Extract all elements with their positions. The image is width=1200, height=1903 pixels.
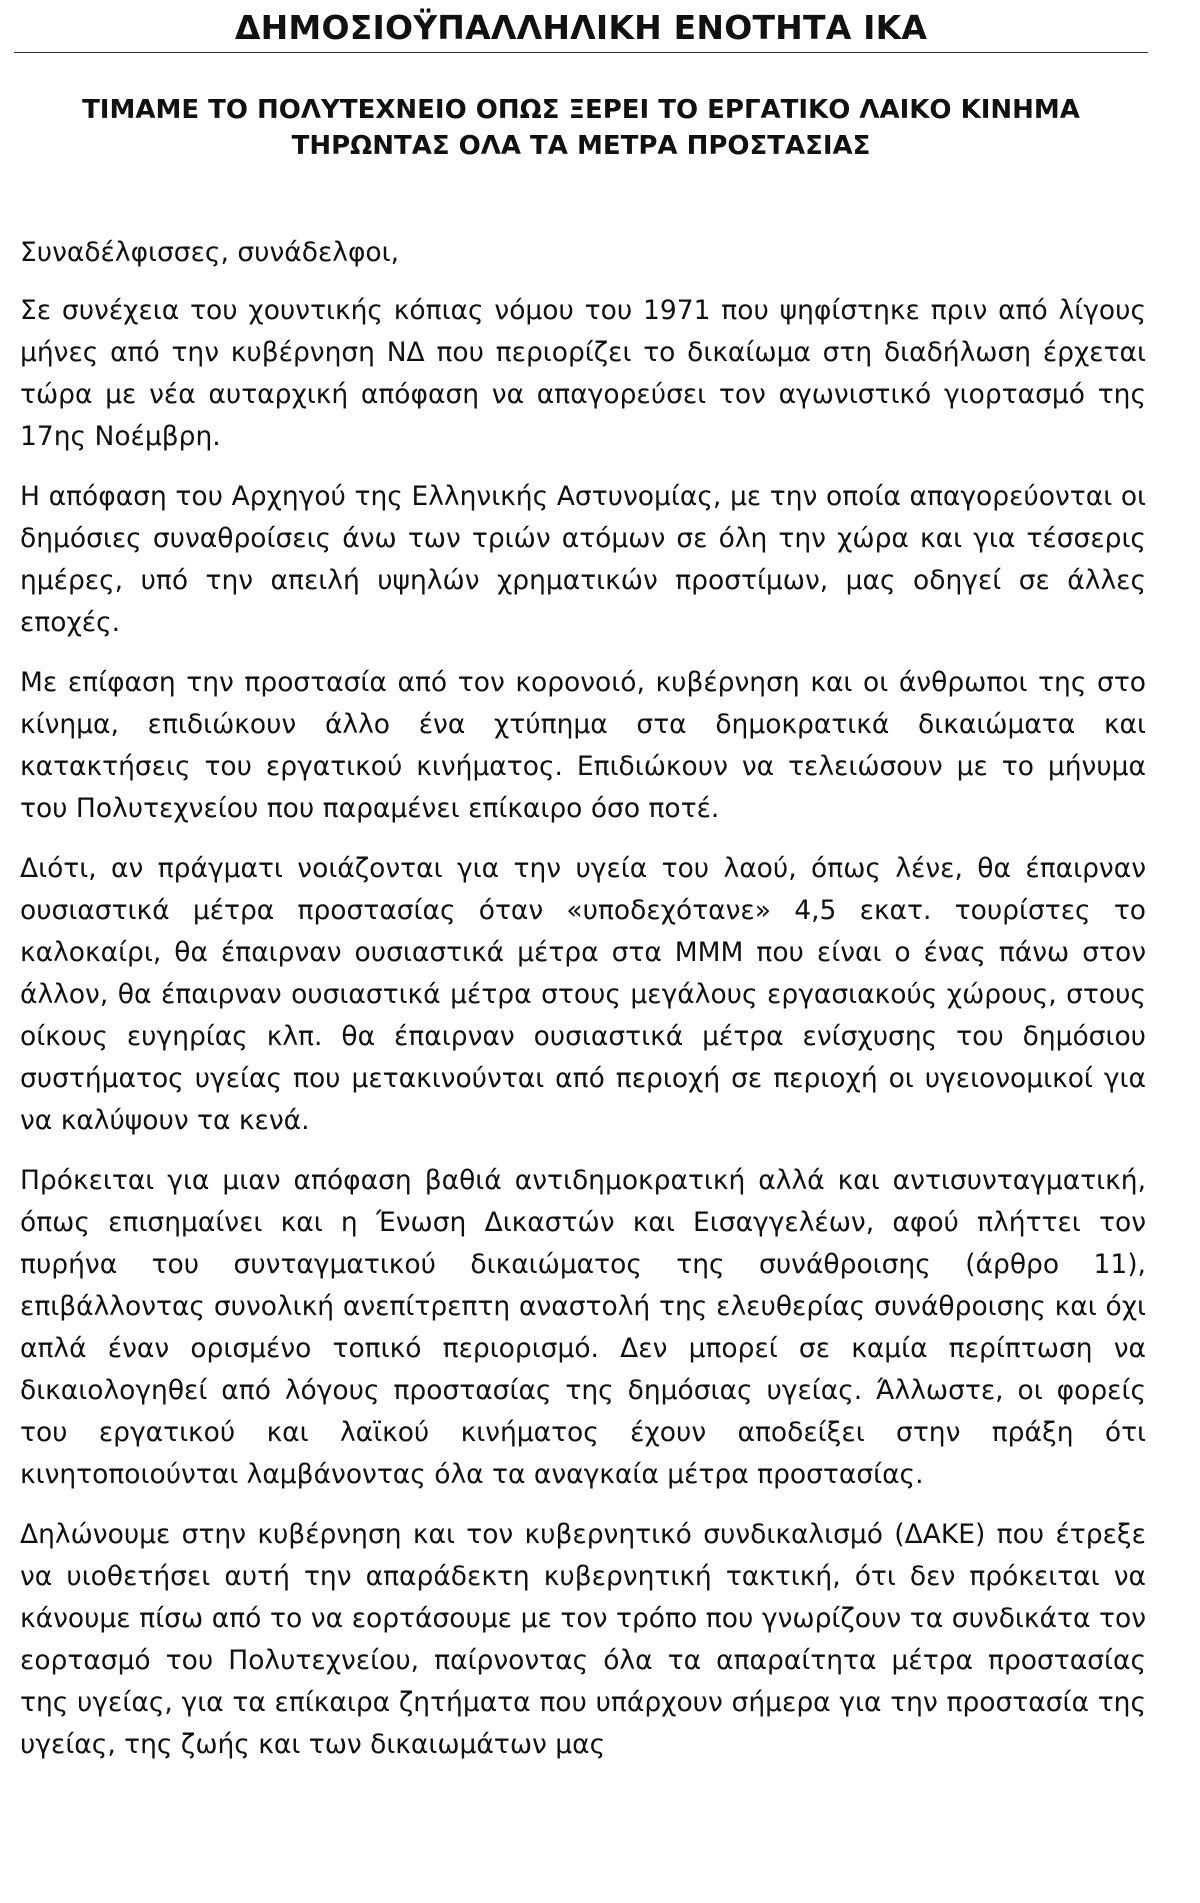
paragraph-5: Πρόκειται για μιαν απόφαση βαθιά αντιδημοκρατική αλλά και αντισυνταγματική, όπως επισημαίνει και η Ένωση Δικαστών και Εισαγγελέων, αφού πλήττει τον πυρήνα του συνταγματικού δικαιώματος της συνάθροισης (άρθρο 11), επιβάλλοντας συνολική ανεπίτρεπτη αναστολή της ελευθερίας συνάθροισης και όχι απλά έναν ορισμένο τοπικό περιορισμό. Δεν μπορεί σε καμία περίπτωση να δικαιολογηθεί από λόγους προστασίας της δημόσιας υγείας. Άλλωστε, οι φορείς του εργατικού και λαϊκού κινήματος έχουν αποδείξει στην πράξη ότι κινητοποιούνται λαμβάνοντας όλα τα αναγκαία μέτρα προστασίας. (20, 1165, 1146, 1490)
document-header (14, 0, 1148, 53)
organization-title: ΔΗΜΟΣΙΟΫΠΑΛΛΗΛΙΚΗ ΕΝΟΤΗΤΑ ΙΚΑ (234, 8, 928, 47)
subtitle-line-1: ΤΙΜΑΜΕ ΤΟ ΠΟΛΥΤΕΧΝΕΙΟ ΟΠΩΣ ΞΕΡΕΙ ΤΟ ΕΡΓΑΤΙΚΟ ΛΑΙΚΟ ΚΙΝΗΜΑ (82, 95, 1080, 125)
subtitle-line-2: ΤΗΡΩΝΤΑΣ ΟΛΑ ΤΑ ΜΕΤΡΑ ΠΡΟΣΤΑΣΙΑΣ (291, 131, 871, 161)
greeting: Συναδέλφισσες, συνάδελφοι, (20, 237, 400, 268)
paragraph-2: Η απόφαση του Αρχηγού της Ελληνικής Αστυνομίας, με την οποία απαγορεύονται οι δημόσιες συναθροίσεις άνω των τριών ατόμων σε όλη την χώρα και για τέσσερις ημέρες, υπό την απειλή υψηλών χρηματικών προστίμων, μας οδηγεί σε άλλες εποχές. (20, 481, 1146, 638)
document-body (20, 232, 1146, 1784)
paragraph-6: Δηλώνουμε στην κυβέρνηση και τον κυβερνητικό συνδικαλισμό (ΔΑΚΕ) που έτρεξε να υιοθετήσει αυτή την απαράδεκτη κυβερνητική τακτική, ότι δεν πρόκειται να κάνουμε πίσω από το να εορτάσουμε με τον τρόπο που γνωρίζουν τα συνδικάτα τον εορτασμό του Πολυτεχνείου, παίρνοντας όλα τα απαραίτητα μέτρα προστασίας της υγείας, για τα επίκαιρα ζητήματα που υπάρχουν σήμερα για την προστασία της υγείας, της ζωής και των δικαιωμάτων μας (20, 1519, 1146, 1760)
document-subtitle (14, 92, 1148, 164)
title-underline (14, 52, 1148, 53)
paragraph-3: Με επίφαση την προστασία από τον κορονοιό, κυβέρνηση και οι άνθρωποι της στο κίνημα, επιδιώκουν άλλο ένα χτύπημα στα δημοκρατικά δικαιώματα και κατακτήσεις του εργατικού κινήματος. Επιδιώκουν να τελειώσουν με το μήνυμα του Πολυτεχνείου που παραμένει επίκαιρο όσο ποτέ. (20, 667, 1146, 824)
paragraph-4: Διότι, αν πράγματι νοιάζονται για την υγεία του λαού, όπως λένε, θα έπαιρναν ουσιαστικά μέτρα προστασίας όταν «υποδεχότανε» 4,5 εκατ. τουρίστες το καλοκαίρι, θα έπαιρναν ουσιαστικά μέτρα στα ΜΜΜ που είναι ο ένας πάνω στον άλλον, θα έπαιρναν ουσιαστικά μέτρα στους μεγάλους εργασιακούς χώρους, στους οίκους ευγηρίας κλπ. θα έπαιρναν ουσιαστικά μέτρα ενίσχυσης του δημόσιου συστήματος υγείας που μετακινούνται από περιοχή σε περιοχή οι υγειονομικοί για να καλύψουν τα κενά. (20, 853, 1146, 1136)
paragraph-1: Σε συνέχεια του χουντικής κόπιας νόμου του 1971 που ψηφίστηκε πριν από λίγους μήνες από την κυβέρνηση ΝΔ που περιορίζει το δικαίωμα στη διαδήλωση έρχεται τώρα με νέα αυταρχική απόφαση να απαγορεύσει τον αγωνιστικό γιορτασμό της 17ης Νοέμβρη. (20, 295, 1146, 452)
